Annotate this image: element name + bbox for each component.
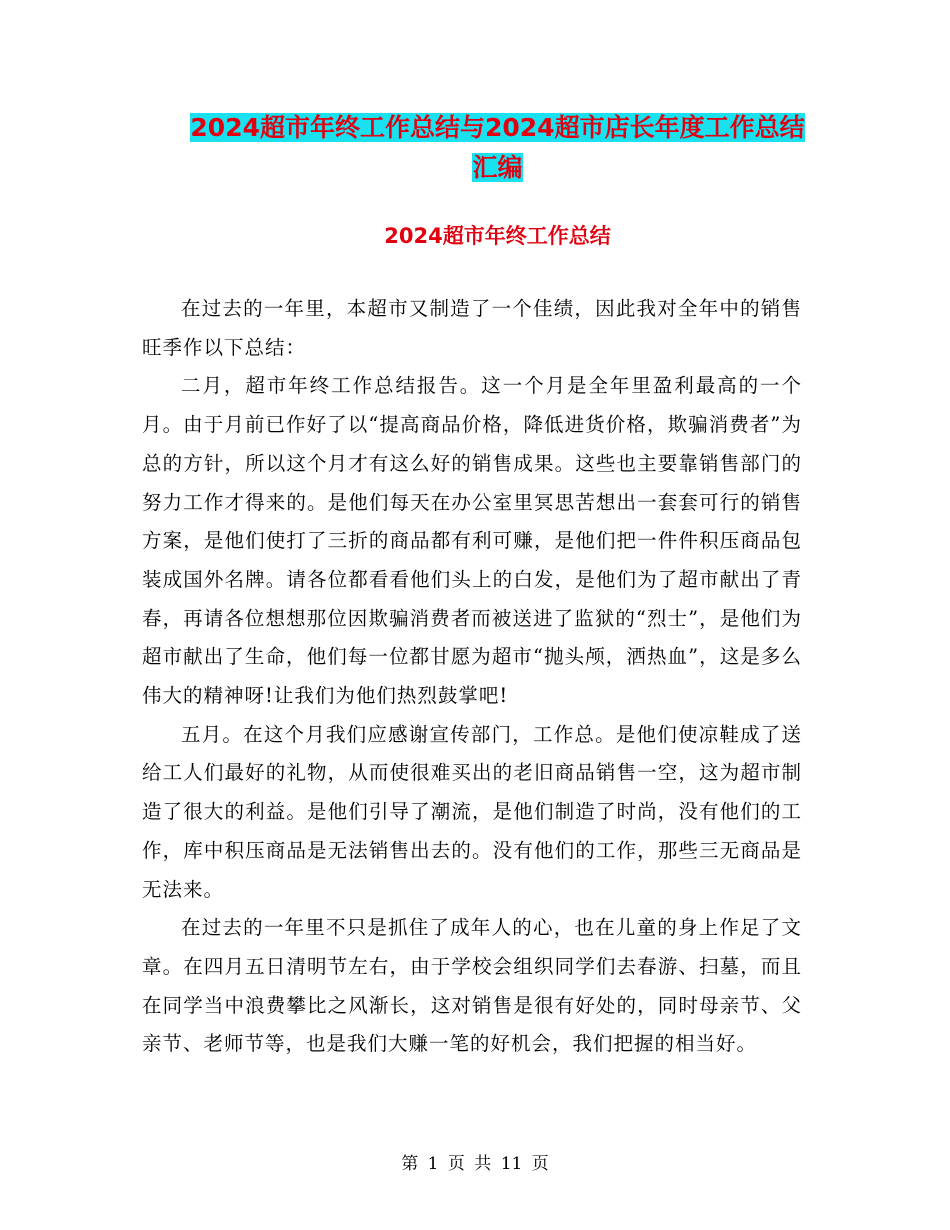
paragraph: 二月，超市年终工作总结报告。这一个月是全年里盈利最高的一个月。由于月前已作好了以“提高商品价格，降低进货价格，欺骗消费者”为总的方针，所以这个月才有这么好的销售成果。这些也主要靠销售部门的努力工作才得来的。是他们每天在办公室里冥思苦想出一套套可行的销售方案，是他们使打了三折的商品都有利可赚，是他们把一件件积压商品包装成国外名牌。请各位都看看他们头上的白发，是他们为了超市献出了青春，再请各位想想那位因欺骗消费者而被送进了监狱的“烈士”，是他们为超市献出了生命，他们每一位都甘愿为超市“抛头颅，洒热血”，这是多么伟大的精神呀!让我们为他们热烈鼓掌吧! [142, 374, 802, 708]
paragraph: 在过去的一年里不只是抓住了成年人的心，也在儿童的身上作足了文章。在四月五日清明节左右，由于学校会组织同学们去春游、扫墓，而且在同学当中浪费攀比之风渐长，这对销售是很有好处的，同时母亲节、父亲节、老师节等，也是我们大赚一笔的好机会，我们把握的相当好。 [142, 916, 802, 1056]
document-title [140, 108, 855, 188]
document-title-line1: 2024超市年终工作总结与2024超市店长年度工作总结 [190, 113, 805, 142]
section-title: 2024超市年终工作总结 [384, 224, 611, 248]
document-title-line2: 汇编 [472, 153, 523, 182]
paragraph: 五月。在这个月我们应感谢宣传部门，工作总。是他们使凉鞋成了送给工人们最好的礼物，从而使很难买出的老旧商品销售一空，这为超市制造了很大的利益。是他们引导了潮流，是他们制造了时尚，没有他们的工作，库中积压商品是无法销售出去的。没有他们的工作，那些三无商品是无法来。 [142, 722, 802, 901]
document-body [142, 290, 802, 1064]
paragraph: 在过去的一年里，本超市又制造了一个佳绩，因此我对全年中的销售旺季作以下总结： [142, 297, 802, 359]
page-number-footer: 第 1 页 共 11 页 [401, 1154, 549, 1174]
